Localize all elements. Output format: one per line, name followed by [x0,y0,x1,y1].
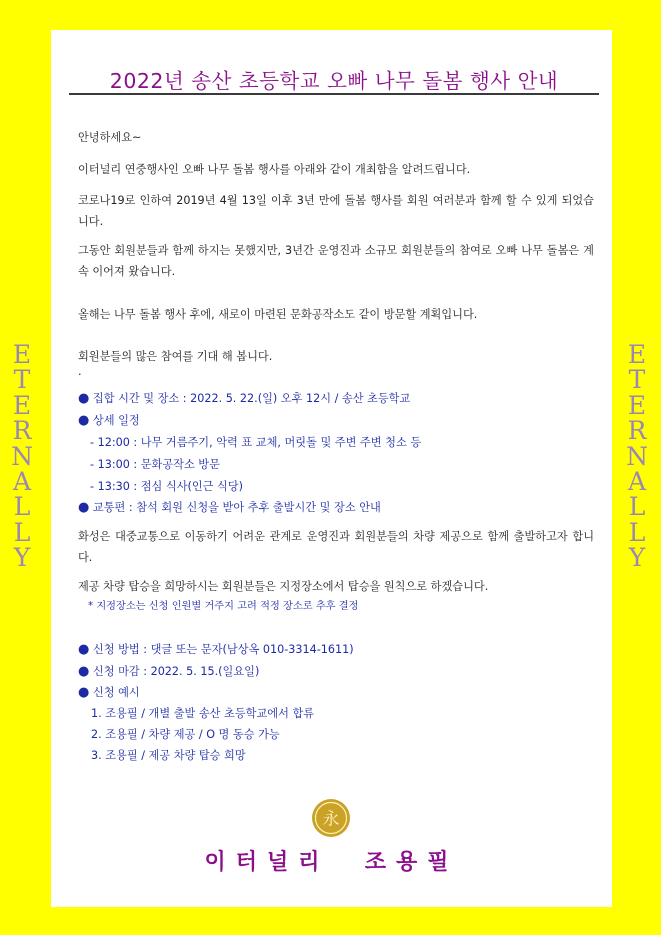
apply-example-item [78,682,594,703]
bullet-icon: ● [78,642,90,657]
seal-glyph: 永 [322,809,340,830]
apply-method-item [78,639,594,660]
apply-method: 신청 방법 : 댓글 또는 문자(남상옥 010-3314-1611) [92,643,354,656]
transport-item [78,497,594,518]
apply-example: 3. 조용필 / 제공 차량 탑승 희망 [91,749,246,762]
bullet-icon: ● [78,685,90,700]
paragraph-1: 이터널리 연중행사인 오빠 나무 돌봄 행사를 아래와 같이 개최함을 알려드립니다. [78,163,471,176]
gathering-text: 집합 시간 및 장소 : 2022. 5. 22.(일) 오후 12시 / 송산 초등학교 [92,392,411,405]
side-text-left: ETERNALLY [11,340,33,573]
apply-example-title: 신청 예시 [92,686,140,699]
gathering-item [78,388,594,409]
dot-mark: . [78,365,82,378]
notice-page [51,30,612,907]
greeting: 안녕하세요~ [78,131,142,144]
schedule-item: - 12:00 : 나무 거름주기, 악력 표 교체, 머릿돌 및 주변 주변 청소 등 [90,436,422,449]
paragraph-5: 회원분들의 많은 참여를 기대 해 봅니다. [78,350,273,363]
paragraph-3: 그동안 회원분들과 함께 하지는 못했지만, 3년간 운영진과 소규모 회원분들의 참여로 오빠 나무 돌봄은 계속 이어져 왔습니다. [78,244,594,278]
apply-example: 1. 조용필 / 개별 출발 송산 초등학교에서 합류 [91,707,315,720]
schedule-title-item [78,410,594,431]
transport-text: 교통편 : 참석 회원 신청을 받아 추후 출발시간 및 장소 안내 [92,501,381,514]
bullet-icon: ● [78,664,90,679]
apply-example: 2. 조용필 / 차량 제공 / O 명 동승 가능 [91,728,280,741]
schedule-item: - 13:30 : 점심 식사(인근 식당) [90,480,244,493]
apply-deadline-item [78,661,594,682]
signature: 이터널리 조용필 [204,850,459,875]
schedule-item: - 13:00 : 문화공작소 방문 [90,458,220,471]
schedule-title: 상세 일정 [92,414,140,427]
transport-paragraph: 화성은 대중교통으로 이동하기 어려운 관계로 운영진과 회원분들의 차량 제공으로 함께 출발하고자 합니다. [78,530,594,564]
transport-paragraph-2: 제공 차량 탑승을 희망하시는 회원분들은 지정장소에서 탑승을 원칙으로 하겠습니다. [78,580,489,593]
side-text-right: ETERNALLY [626,340,648,573]
transport-note: * 지정장소는 신청 인원별 거주지 고려 적정 장소로 추후 결정 [88,601,359,612]
bullet-icon: ● [78,413,90,428]
title-underline [69,93,599,95]
paragraph-2: 코로나19로 인하여 2019년 4월 13일 이후 3년 만에 돌봄 행사를 회원 여러분과 함께 할 수 있게 되었습니다. [78,194,594,228]
paragraph-4: 올해는 나무 돌봄 행사 후에, 새로이 마련된 문화공작소도 같이 방문할 계획입니다. [78,308,478,321]
bullet-icon: ● [78,500,90,515]
notice-title: 2022년 송산 초등학교 오빠 나무 돌봄 행사 안내 [109,69,559,93]
bullet-icon: ● [78,391,90,406]
seal-icon [311,798,351,838]
apply-deadline: 신청 마감 : 2022. 5. 15.(일요일) [92,665,260,678]
